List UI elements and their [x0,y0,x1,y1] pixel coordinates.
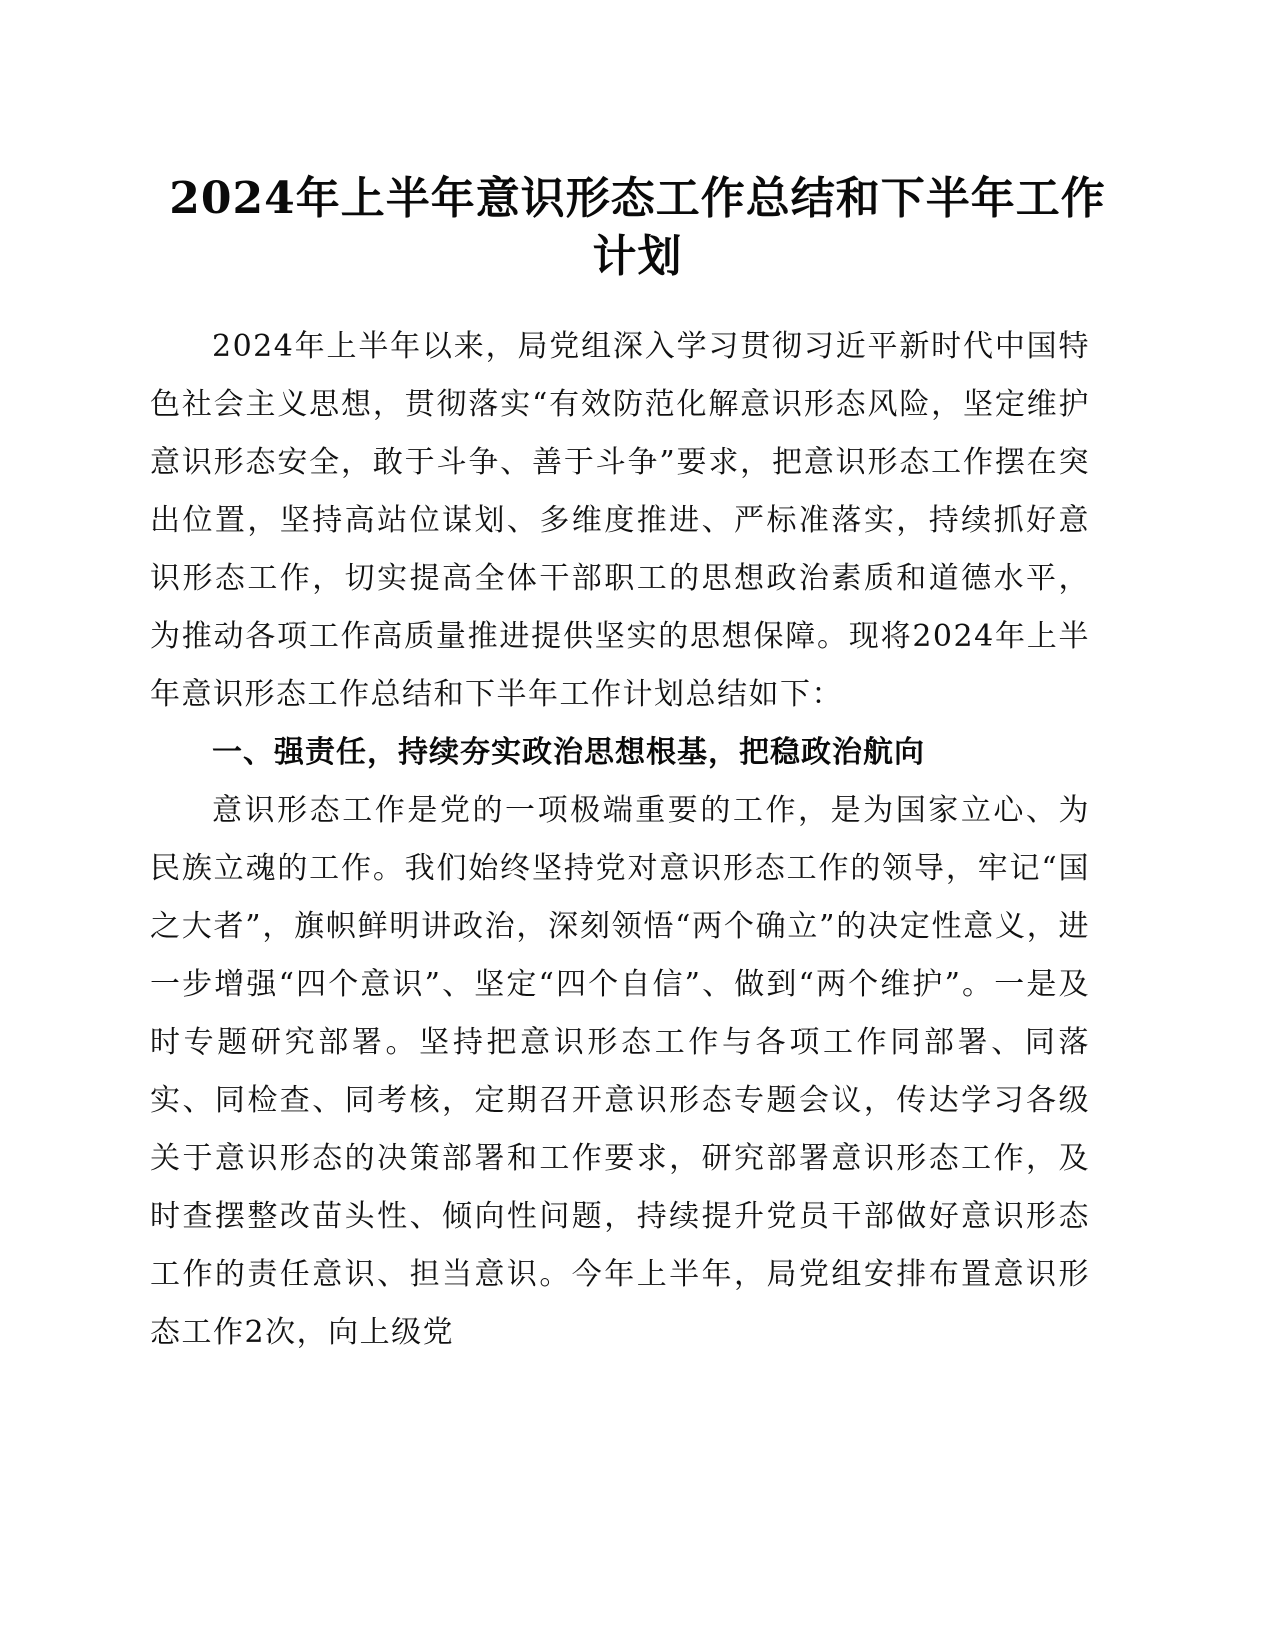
document-body [150,318,1090,1362]
section-1-paragraph: 意识形态工作是党的一项极端重要的工作，是为国家立心、为民族立魂的工作。我们始终坚持党对意识形态工作的领导，牢记“国之大者”，旗帜鲜明讲政治，深刻领悟“两个确立”的决定性意义，进一步增强“四个意识”、坚定“四个自信”、做到“两个维护”。一是及时专题研究部署。坚持把意识形态工作与各项工作同部署、同落实、同检查、同考核，定期召开意识形态专题会议，传达学习各级关于意识形态的决策部署和工作要求，研究部署意识形态工作，及时查摆整改苗头性、倾向性问题，持续提升党员干部做好意识形态工作的责任意识、担当意识。今年上半年，局党组安排布置意识形态工作2次，向上级党 [150,793,1090,1350]
document-title: 2024年上半年意识形态工作总结和下半年工作计划 [169,173,1106,282]
intro-paragraph: 2024年上半年以来，局党组深入学习贯彻习近平新时代中国特色社会主义思想，贯彻落实“有效防范化解意识形态风险，坚定维护意识形态安全，敢于斗争、善于斗争”要求，把意识形态工作摆在突出位置，坚持高站位谋划、多维度推进、严标准落实，持续抓好意识形态工作，切实提高全体干部职工的思想政治素质和道德水平，为推动各项工作高质量推进提供坚实的思想保障。现将2024年上半年意识形态工作总结和下半年工作计划总结如下： [150,329,1090,712]
section-1-heading: 一、强责任，持续夯实政治思想根基，把稳政治航向 [212,735,925,770]
